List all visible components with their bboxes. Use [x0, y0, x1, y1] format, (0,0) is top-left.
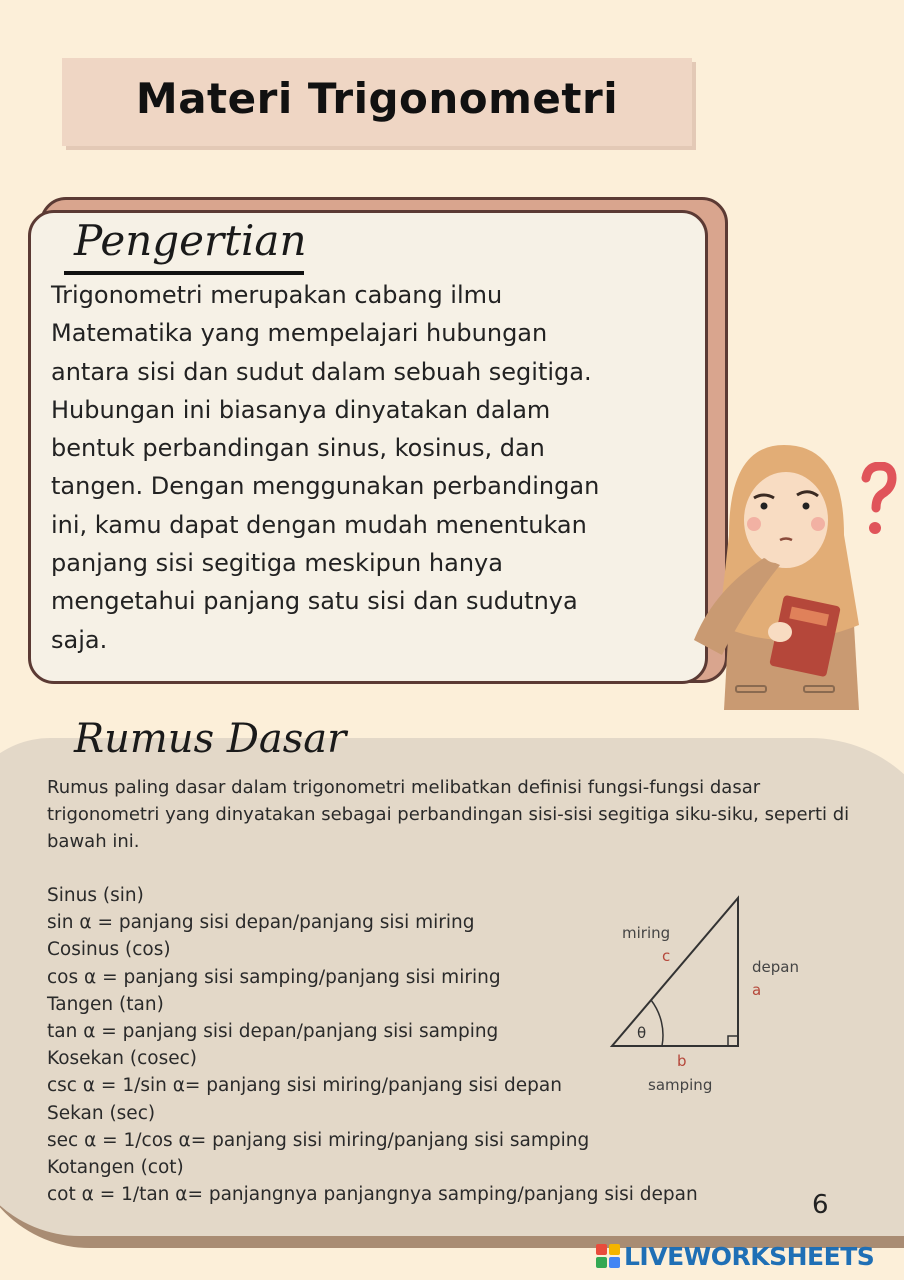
- label-theta: θ: [637, 1024, 647, 1042]
- formula-line: cot α = 1/tan α= panjangnya panjangnya samping/panjang sisi depan: [47, 1184, 698, 1206]
- body-line: Hubungan ini biasanya dinyatakan dalam: [51, 395, 551, 424]
- liveworksheets-watermark[interactable]: [596, 1240, 874, 1272]
- formula-line: Tangen (tan): [47, 993, 164, 1015]
- body-line: mengetahui panjang satu sisi dan sudutnya: [51, 587, 578, 616]
- heading-underline: [64, 271, 304, 275]
- label-c: c: [662, 947, 671, 965]
- liveworksheets-logo-icon: [596, 1244, 620, 1268]
- label-samping: samping: [648, 1076, 713, 1094]
- formula-line: Sinus (sin): [47, 885, 144, 906]
- label-b: b: [677, 1052, 687, 1070]
- angle-arc: [651, 1000, 663, 1046]
- watermark-text: LIVEWORKSHEETS: [624, 1241, 875, 1271]
- rumus-heading: Rumus Dasar: [74, 716, 347, 762]
- body-line: antara sisi dan sudut dalam sebuah segitiga.: [51, 357, 592, 386]
- formula-line: tan α = panjang sisi depan/panjang sisi samping: [47, 1021, 499, 1043]
- formula-line: cos α = panjang sisi samping/panjang sisi miring: [47, 966, 501, 988]
- formula-line: Cosinus (cos): [47, 939, 171, 961]
- thinking-girl-illustration: [684, 440, 884, 720]
- label-a: a: [752, 981, 762, 999]
- pengertian-heading: Pengertian: [74, 216, 307, 265]
- intro-line: Rumus paling dasar dalam trigonometri melibatkan definisi fungsi-fungsi dasar: [47, 777, 761, 798]
- body-line: Matematika yang mempelajari hubungan: [51, 319, 548, 348]
- formula-line: sin α = panjang sisi depan/panjang sisi miring: [47, 912, 475, 934]
- body-line: saja.: [51, 625, 108, 654]
- formula-line: Sekan (sec): [47, 1102, 156, 1124]
- formula-list: [47, 882, 698, 1208]
- intro-line: bawah ini.: [47, 831, 140, 852]
- label-miring: miring: [622, 924, 671, 942]
- rumus-intro: [47, 774, 867, 855]
- pengertian-body: [51, 276, 651, 659]
- right-angle-mark: [728, 1036, 738, 1046]
- body-line: tangen. Dengan menggunakan perbandingan: [51, 472, 600, 501]
- triangle-shape: [612, 898, 738, 1046]
- right-triangle-diagram: [600, 888, 830, 1103]
- body-line: Trigonometri merupakan cabang ilmu: [51, 281, 503, 309]
- formula-line: Kotangen (cot): [47, 1157, 184, 1179]
- page-number: 6: [812, 1190, 829, 1220]
- formula-line: Kosekan (cosec): [47, 1048, 197, 1070]
- formula-line: csc α = 1/sin α= panjang sisi miring/panjang sisi depan: [47, 1075, 562, 1097]
- title-banner: [62, 58, 692, 146]
- formula-line: sec α = 1/cos α= panjang sisi miring/panjang sisi samping: [47, 1129, 590, 1151]
- label-depan: depan: [752, 958, 799, 976]
- intro-line: trigonometri yang dinyatakan sebagai perbandingan sisi-sisi segitiga siku-siku, seperti di: [47, 804, 850, 825]
- question-mark-icon: [858, 462, 898, 540]
- body-line: bentuk perbandingan sinus, kosinus, dan: [51, 434, 545, 463]
- body-line: panjang sisi segitiga meskipun hanya: [51, 549, 503, 578]
- body-line: ini, kamu dapat dengan mudah menentukan: [51, 510, 587, 539]
- page-title: Materi Trigonometri: [135, 74, 619, 123]
